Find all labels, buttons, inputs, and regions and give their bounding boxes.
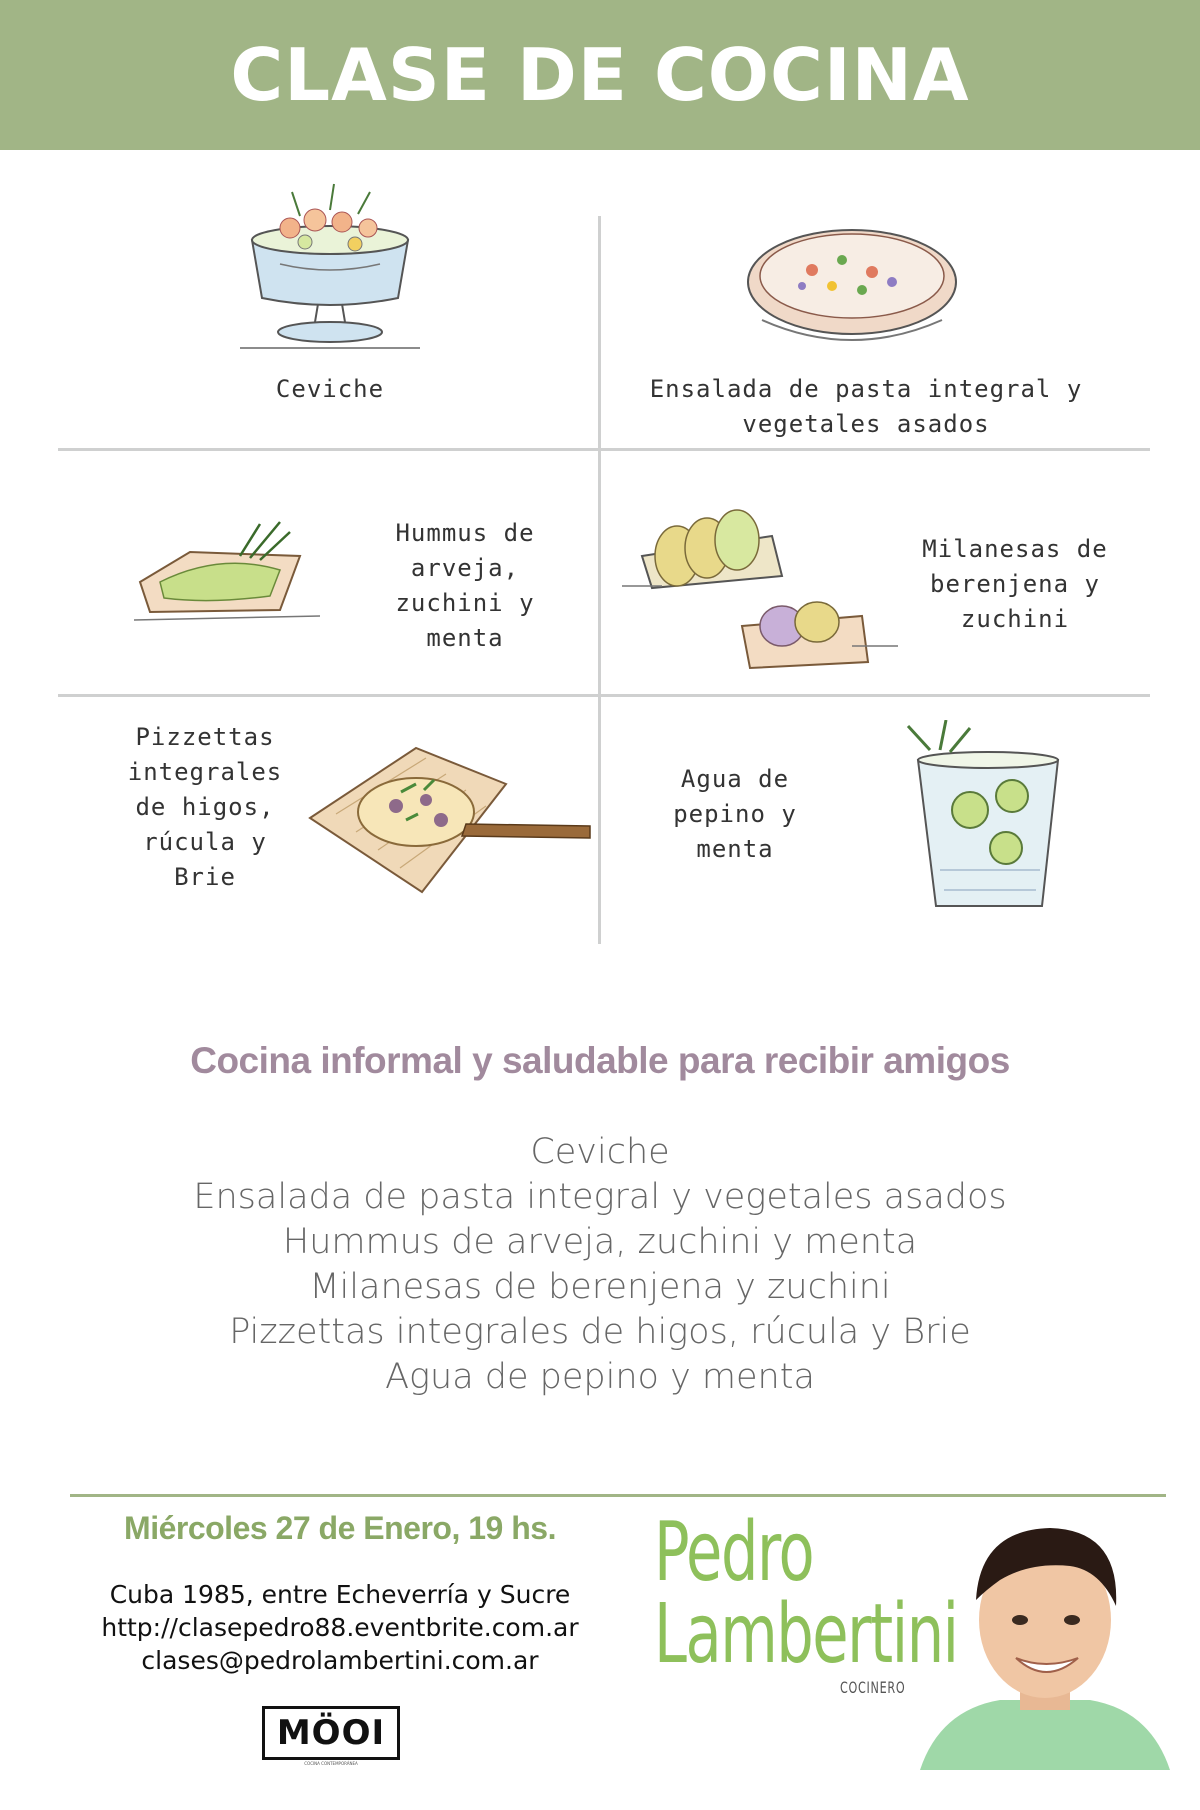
grid-divider-horizontal-top bbox=[58, 448, 1150, 451]
event-date: Miércoles 27 de Enero, 19 hs. bbox=[124, 1510, 556, 1546]
mooi-logo: MÖOI bbox=[262, 1706, 400, 1760]
grid-divider-horizontal-bottom bbox=[58, 694, 1150, 697]
ceviche-illustration bbox=[230, 180, 430, 360]
contact-info bbox=[60, 1578, 620, 1677]
menu-item: Milanesas de berenjena y zuchini bbox=[309, 1267, 891, 1307]
event-subtitle: Cocina informal y saludable para recibir amigos bbox=[190, 1040, 1010, 1081]
dish-label-ceviche: Ceviche bbox=[275, 375, 385, 403]
dish-label-pasta-salad: Ensalada de pasta integral y vegetales asados bbox=[649, 375, 1083, 438]
dish-label-pizzettas: Pizzettas integrales de higos, rúcula y Brie bbox=[127, 723, 283, 891]
dish-label-hummus: Hummus de arveja, zuchini y menta bbox=[395, 519, 535, 652]
header-banner bbox=[0, 0, 1200, 150]
menu-item: Hummus de arveja, zuchini y menta bbox=[282, 1222, 918, 1262]
pasta-salad-illustration bbox=[742, 220, 962, 360]
event-address: Cuba 1985, entre Echeverría y Sucre bbox=[109, 1580, 571, 1609]
event-url-link[interactable]: http://clasepedro88.eventbrite.com.ar bbox=[101, 1613, 579, 1642]
menu-item: Pizzettas integrales de higos, rúcula y Brie bbox=[229, 1312, 971, 1352]
grid-divider-vertical bbox=[598, 216, 601, 944]
dish-label-agua: Agua de pepino y menta bbox=[673, 765, 797, 863]
cucumber-water-illustration bbox=[900, 720, 1070, 920]
menu-item: Agua de pepino y menta bbox=[385, 1357, 815, 1397]
pizzetta-illustration bbox=[306, 744, 596, 904]
menu-item: Ensalada de pasta integral y vegetales asados bbox=[193, 1177, 1007, 1217]
chef-role: COCINERO bbox=[840, 1678, 906, 1697]
hummus-illustration bbox=[130, 512, 330, 632]
menu-list bbox=[0, 1130, 1200, 1400]
event-email-link[interactable]: clases@pedrolambertini.com.ar bbox=[141, 1646, 539, 1675]
milanesas-illustration bbox=[622, 476, 902, 676]
mooi-logo-subtitle: COCINA CONTEMPORÁNEA bbox=[304, 1761, 358, 1766]
footer-divider bbox=[70, 1494, 1166, 1497]
menu-item: Ceviche bbox=[530, 1132, 670, 1172]
page-title: CLASE DE COCINA bbox=[230, 33, 970, 117]
chef-last-name: Lambertini bbox=[654, 1587, 958, 1682]
chef-portrait bbox=[920, 1510, 1170, 1770]
chef-first-name: Pedro bbox=[654, 1505, 814, 1600]
dish-label-milanesas: Milanesas de berenjena y zuchini bbox=[922, 535, 1108, 633]
